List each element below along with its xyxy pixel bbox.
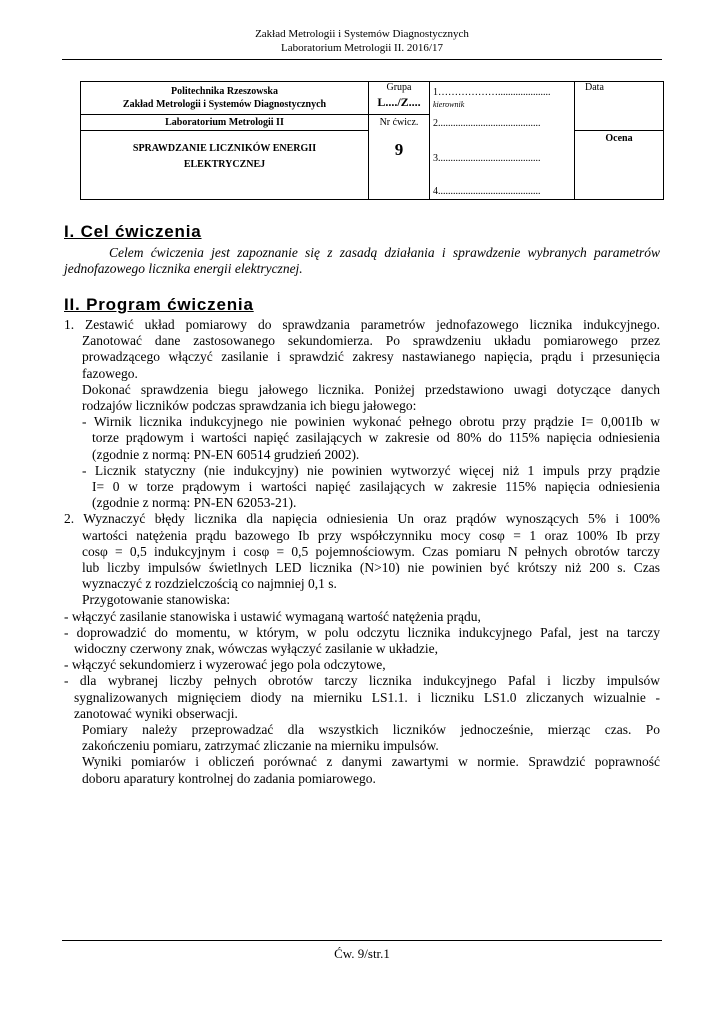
signature-line-3: 3.........................................: [433, 153, 541, 164]
program-line: doboru aparatury kontrolnej do zadania pomiarowego.: [82, 770, 376, 786]
program-line: cosφ = 0,5 indukcyjnym i cosφ = 0,5 pojemnościowym. Czas pomiaru N pełnych obrotów tarczy: [82, 543, 660, 559]
date-cell: [575, 82, 664, 131]
header-rule: [62, 59, 662, 60]
section-2-heading: II. Program ćwiczenia: [64, 295, 254, 314]
program-line: - Wirnik licznika indukcyjnego nie powinien wykonać pełnego obrotu przy prądzie I= 0,001Ib w: [82, 414, 660, 430]
program-line: wyznaczyć z rozdzielczością co najmniej 0,1 s.: [82, 576, 337, 592]
program-line: Pomiary należy przeprowadzać dla wszystkich liczników jednocześnie, mierząc czas. Po: [82, 722, 660, 738]
program-line: 1. Zestawić układ pomiarowy do sprawdzania parametrów jednofazowego licznika indukcyjnego.: [64, 317, 660, 332]
grade-cell: [575, 131, 664, 200]
goal-line-2: jednofazowego licznika energii elektrycznej.: [64, 261, 303, 277]
program-line: Dokonać sprawdzenia biegu jałowego licznika. Poniżej przedstawiono uwagi dotyczące danych: [82, 381, 660, 397]
program-line: widoczny czerwony znak, wówczas wyłączyć zasilanie w układzie,: [74, 641, 438, 657]
program-line: - Licznik statyczny (nie indukcyjny) nie powinien wytworzyć więcej niż 1 impuls przy prądzie: [82, 462, 660, 478]
section-1-heading: I. Cel ćwiczenia: [64, 222, 202, 241]
program-line: rodzajów liczników podczas sprawdzania ich biegu jałowego:: [82, 398, 417, 414]
program-line: - doprowadzić do momentu, w którym, w polu odczytu licznika indukcyjnego Pafal, jest na tarczy: [64, 624, 660, 640]
program-line: Wyniki pomiarów i obliczeń porównać z danymi zawartymi w normie. Sprawdzić poprawność: [82, 754, 660, 770]
program-line: wartości natężenia prądu bazowego Ib przy współczynniku mocy cosφ = 1 oraz 100% Ib przy: [82, 527, 660, 543]
date-label: Data: [585, 82, 604, 93]
program-line: sygnalizowanych mignięciem diody na mierniku LS1.1. i liczniku LS1.0 zliczanych wizualnie -: [74, 689, 660, 705]
program-line: - włączyć zasilanie stanowiska i ustawić wymaganą wartość natężenia prądu,: [64, 608, 481, 624]
section-2-body: [64, 317, 660, 787]
program-line: - dla wybranej liczby pełnych obrotów tarczy licznika indukcyjnego Pafal i liczby impulsów: [64, 673, 660, 689]
signatures-cell: [430, 82, 575, 200]
page-number: Ćw. 9/str.1: [334, 946, 390, 961]
page-header: [0, 27, 724, 55]
goal-line-1: Celem ćwiczenia jest zapoznanie się z zasadą działania i sprawdzenie wybranych parametrów: [109, 245, 660, 260]
grade-label: Ocena: [605, 133, 633, 144]
program-line: Zanotować dane zastosowanego sekundomierza. Po sprawdzeniu układu pomiarowego przez: [82, 333, 660, 349]
exercise-number-cell: [369, 115, 430, 200]
university-name: Politechnika Rzeszowska: [171, 86, 278, 97]
exercise-number: 9: [394, 140, 404, 159]
program-line: I= 0 w torze prądowym i wartości napięć zasilających w zakresie 115% napięcia odniesienia: [92, 479, 660, 495]
lab-name: Laboratorium Metrologii II: [81, 115, 369, 131]
header-lab-year: Laboratorium Metrologii II. 2016/17: [281, 42, 443, 54]
footer-rule: [62, 940, 662, 941]
program-line: lub liczby impulsów świetlnych LED licznika (N>10) nie powinien być krótszy niż 200 s. Czas: [82, 560, 660, 576]
section-1-body: [64, 245, 660, 277]
exercise-number-label: Nr ćwicz.: [379, 117, 419, 128]
group-label: Grupa: [386, 82, 412, 93]
signature-line-4: 4.........................................: [433, 186, 541, 197]
program-line: (zgodnie z normą: PN-EN 60514 grudzień 2002).: [92, 446, 360, 462]
exercise-title-line-1: SPRAWDZANIE LICZNIKÓW ENERGII: [132, 143, 317, 154]
exercise-title: [81, 131, 369, 200]
program-line: prowadzącego włączyć zasilanie i sprawdzić zakresy nastawianego napięcia, prądu i przesunięcia: [82, 349, 660, 365]
signature-line-1: 1……………….....................: [433, 87, 551, 98]
program-line: zakończeniu pomiaru, zatrzymać zliczanie na mierniku impulsów.: [82, 738, 439, 754]
program-line: (zgodnie z normą: PN-EN 62053-21).: [92, 495, 297, 511]
signature-role: kierownik: [433, 100, 465, 109]
info-table: [80, 81, 664, 200]
program-line: 2. Wyznaczyć błędy licznika dla napięcia odniesienia Un oraz prądów wynoszących 5% i 100%: [64, 511, 660, 527]
program-line: torze prądowym i wartości napięć zasilających w zakresie od 80% do 115% napięcia odniesienia: [92, 430, 660, 446]
header-department: Zakład Metrologii i Systemów Diagnostycznych: [255, 28, 469, 40]
signature-line-2: 2.........................................: [433, 118, 541, 129]
exercise-title-line-2: ELEKTRYCZNEJ: [183, 159, 266, 170]
program-line: fazowego.: [82, 365, 138, 381]
group-value: L..../Z....: [377, 95, 421, 109]
institution-cell: [81, 82, 369, 115]
program-line: - włączyć sekundomierz i wyzerować jego pola odczytowe,: [64, 657, 386, 673]
program-line: zanotować wyniki obserwacji.: [74, 705, 238, 721]
department-name: Zakład Metrologii i Systemów Diagnostycznych: [122, 99, 327, 110]
program-line: Przygotowanie stanowiska:: [82, 592, 231, 608]
group-cell: [369, 82, 430, 115]
